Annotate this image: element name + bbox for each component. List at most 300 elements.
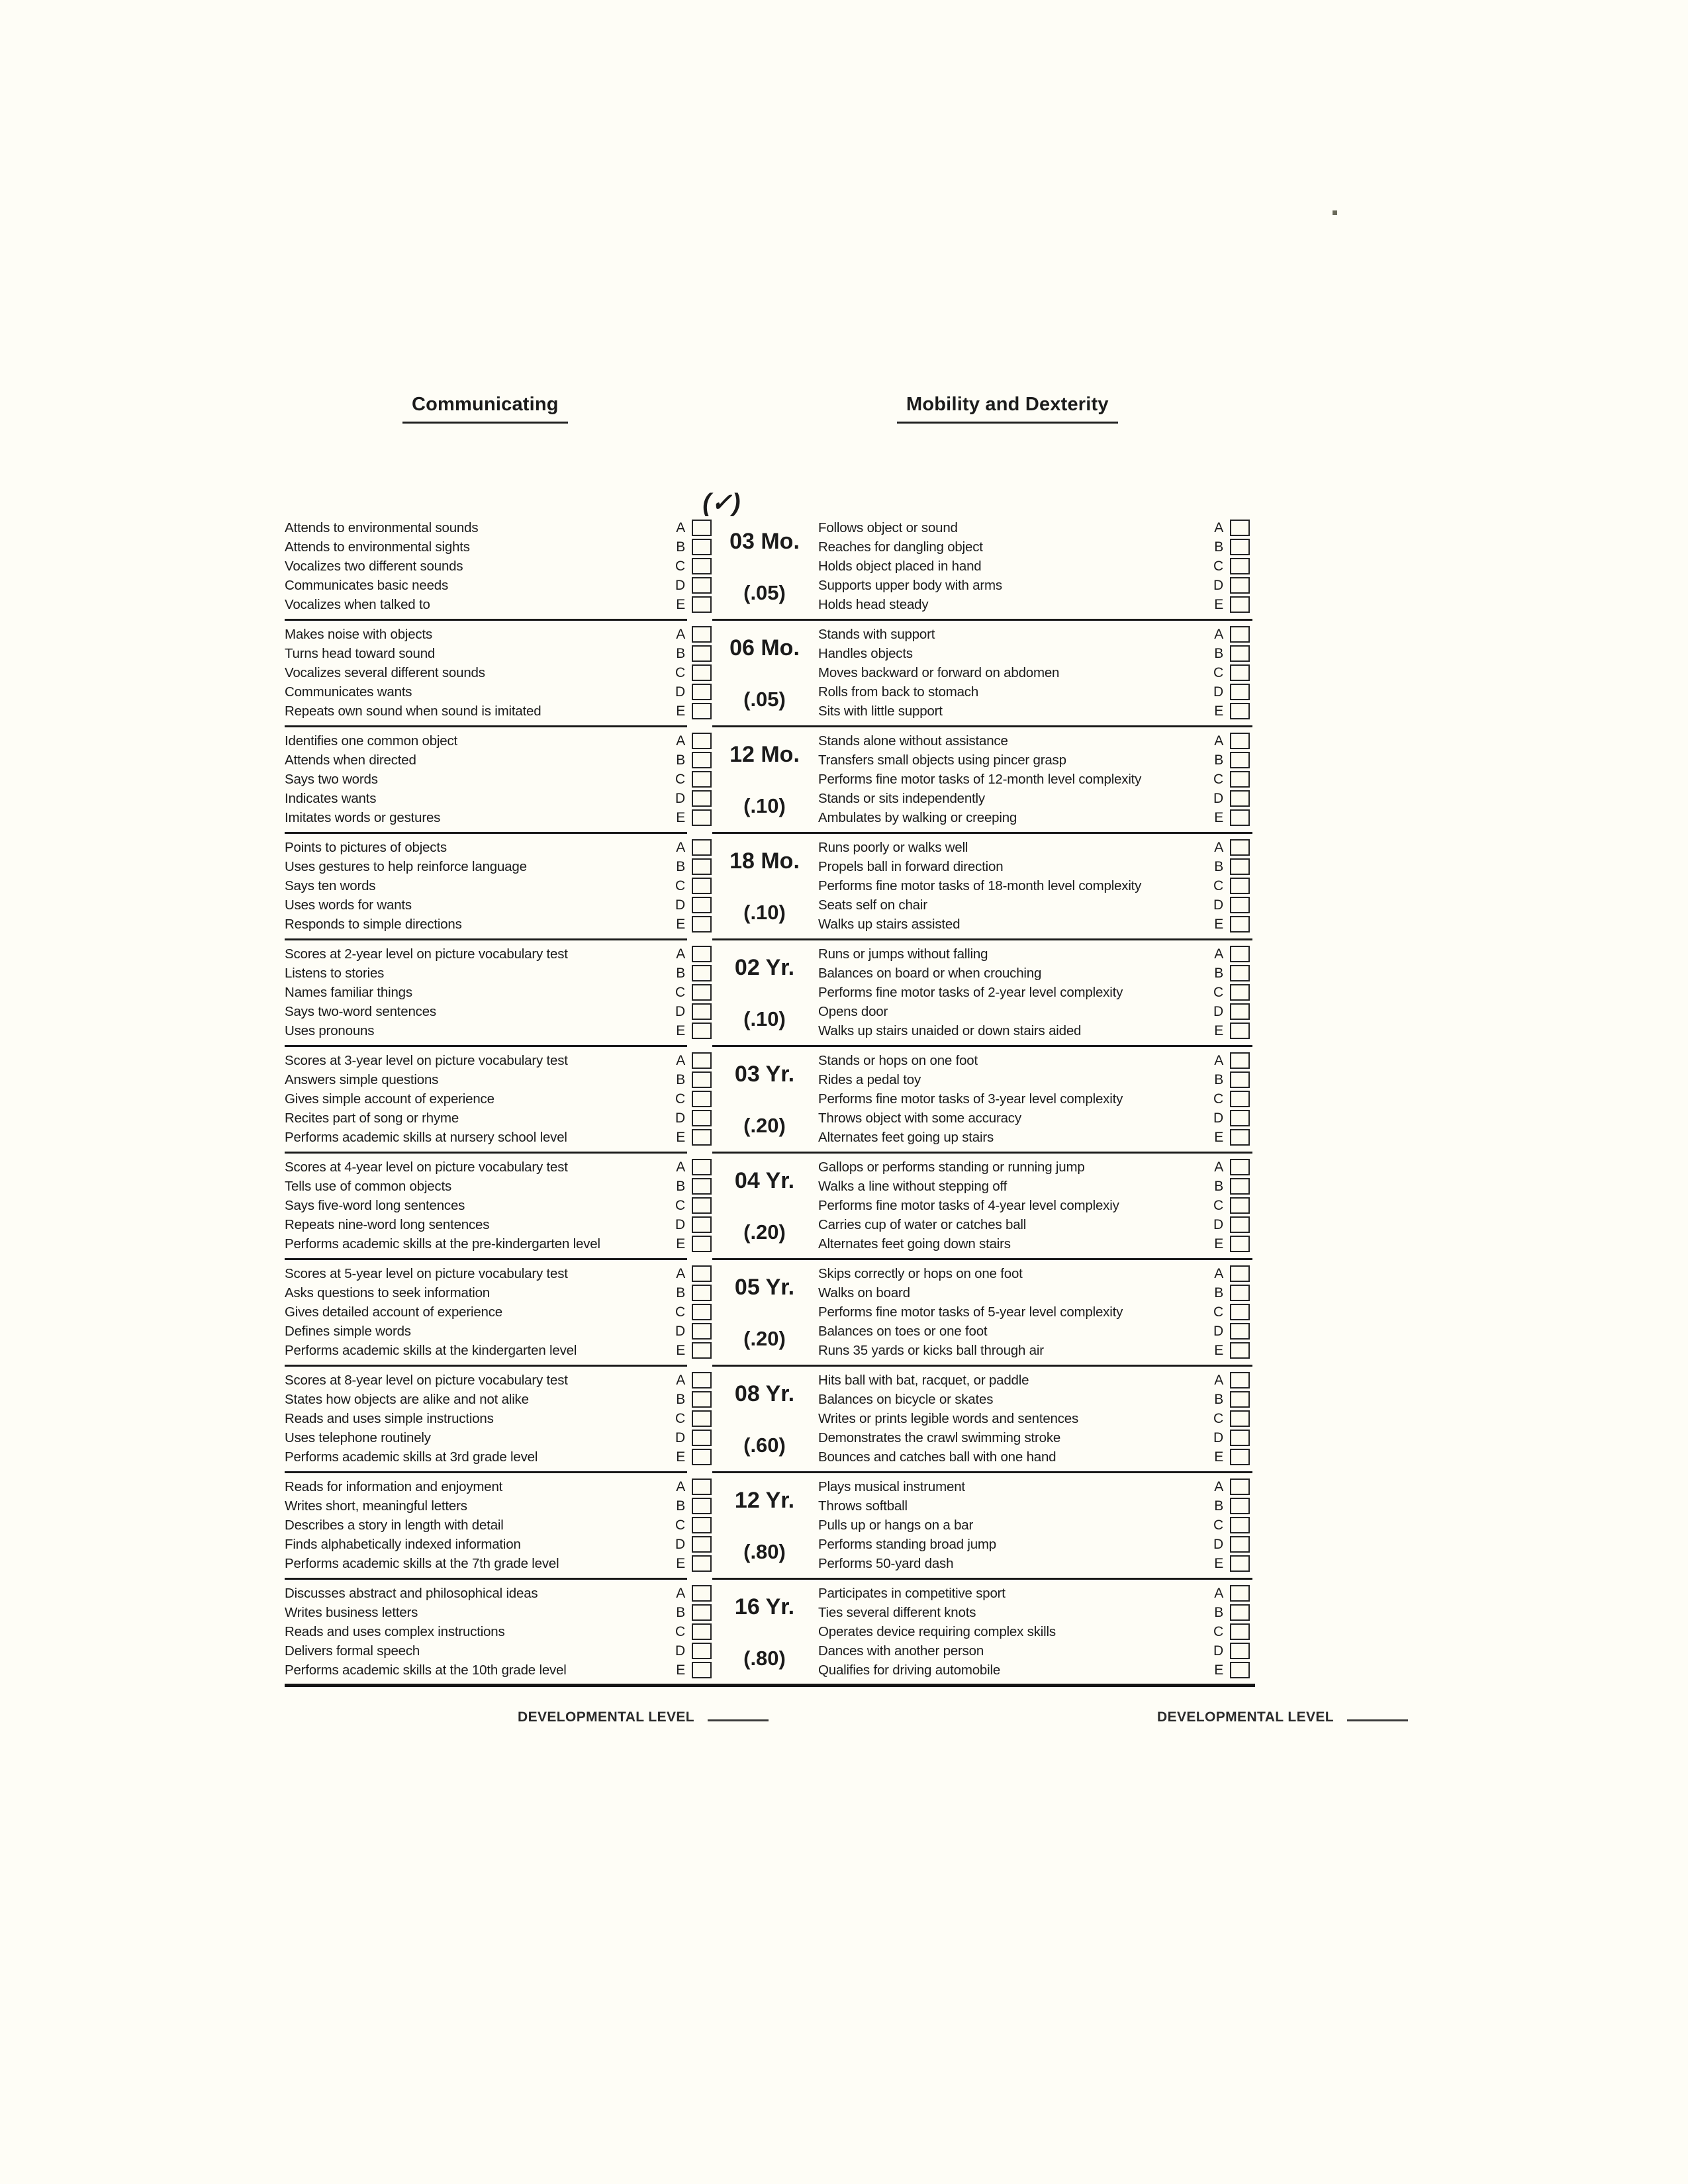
checkbox-a-mobility[interactable] [1230,946,1250,962]
row-letter: B [1214,646,1223,661]
skill-item: Holds head steady [818,597,929,612]
checkbox-d-communicating[interactable] [692,1536,712,1553]
checkbox-d-communicating[interactable] [692,1003,712,1020]
checkbox-e-communicating[interactable] [692,1342,712,1359]
communicating-items [285,1264,665,1360]
checkbox-d-communicating[interactable] [692,1643,712,1659]
row-letter: A [676,1586,685,1601]
checkbox-a-mobility[interactable] [1230,626,1250,643]
checkbox-c-communicating[interactable] [692,771,712,788]
checkbox-cell [690,1158,715,1177]
row-letter: B [676,859,685,874]
skill-item: Performs academic skills at the 10th grade level [285,1662,567,1678]
weight-label: (.60) [743,1433,786,1457]
checkbox-d-mobility[interactable] [1230,1216,1250,1233]
checkbox-cell [1229,808,1255,827]
checkbox-cell [690,1496,715,1516]
row-letter: E [1214,1023,1223,1038]
checkbox-b-mobility[interactable] [1230,1178,1250,1195]
checkbox-cell [1229,983,1255,1002]
checkbox-e-mobility[interactable] [1230,809,1250,826]
row-letter: D [1213,684,1223,700]
weight-label: (.10) [743,794,786,817]
checkbox-e-mobility[interactable] [1230,1129,1250,1146]
checkbox-d-mobility[interactable] [1230,790,1250,807]
checkbox-c-communicating[interactable] [692,1091,712,1107]
age-block-18-mo [285,833,1258,939]
checkbox-e-mobility[interactable] [1230,1662,1250,1678]
checkbox-cell [690,731,715,751]
skill-item: Makes noise with objects [285,627,433,642]
developmental-level-right-blank[interactable] [1347,1709,1408,1721]
checkbox-d-mobility[interactable] [1230,1003,1250,1020]
row-letter: D [1213,1111,1223,1126]
checkbox-cell [1229,595,1255,614]
checkbox-a-communicating[interactable] [692,520,712,536]
checkbox-e-communicating[interactable] [692,1023,712,1039]
skill-item: Alternates feet going down stairs [818,1236,1011,1251]
checkbox-cell [1229,702,1255,721]
row-letter: A [676,1160,685,1175]
checkbox-c-mobility[interactable] [1230,1517,1250,1533]
checkbox-d-mobility[interactable] [1230,897,1250,913]
checkbox-d-communicating[interactable] [692,577,712,594]
checkbox-c-mobility[interactable] [1230,1091,1250,1107]
checkbox-c-communicating[interactable] [692,878,712,894]
row-letters-left [665,1584,690,1680]
age-label: 08 Yr. [734,1381,795,1406]
row-letter: C [1213,1091,1223,1107]
skill-item: Qualifies for driving automobile [818,1662,1001,1678]
skill-item: Rides a pedal toy [818,1072,921,1087]
checkbox-cell [1229,895,1255,915]
checkbox-c-mobility[interactable] [1230,878,1250,894]
checkbox-b-communicating[interactable] [692,645,712,662]
row-letter: E [676,1556,685,1571]
checkbox-cell [1229,915,1255,934]
skill-item: Communicates wants [285,684,412,700]
checkbox-a-communicating[interactable] [692,946,712,962]
checkbox-e-mobility[interactable] [1230,1555,1250,1572]
checkbox-cell [690,644,715,663]
row-letters-left [665,1477,690,1573]
checkbox-d-mobility[interactable] [1230,684,1250,700]
row-letter: C [675,1091,685,1107]
checkbox-c-communicating[interactable] [692,1623,712,1640]
row-letter: C [1213,1518,1223,1533]
skill-item: Propels ball in forward direction [818,859,1004,874]
row-letter: C [1213,878,1223,893]
row-letter: A [676,840,685,855]
checkbox-cell [690,964,715,983]
checkbox-b-communicating[interactable] [692,965,712,981]
row-letter: B [676,539,685,555]
checkbox-b-communicating[interactable] [692,752,712,768]
checkbox-cell [690,1341,715,1360]
row-letter: C [1213,559,1223,574]
row-letter: B [1214,1285,1223,1300]
skill-item: Defines simple words [285,1324,411,1339]
checkbox-a-mobility[interactable] [1230,520,1250,536]
skill-item: Walks a line without stepping off [818,1179,1008,1194]
checkbox-a-mobility[interactable] [1230,1265,1250,1282]
checkbox-cell [690,1661,715,1680]
row-letters-left [665,1371,690,1467]
checkbox-e-communicating[interactable] [692,1449,712,1465]
checkbox-cell [1229,1002,1255,1021]
row-letter: C [675,1518,685,1533]
checkbox-cell [690,1371,715,1390]
checkbox-a-mobility[interactable] [1230,1585,1250,1602]
skill-item: Writes short, meaningful letters [285,1498,467,1514]
skill-item: Uses pronouns [285,1023,375,1038]
checkbox-a-communicating[interactable] [692,1479,712,1495]
checkbox-d-communicating[interactable] [692,897,712,913]
checkbox-cell [1229,1264,1255,1283]
checkbox-cell [690,1428,715,1447]
mobility-items [814,1477,1203,1573]
checkbox-b-communicating[interactable] [692,1178,712,1195]
row-letter: A [1214,1479,1223,1494]
checkbox-a-communicating[interactable] [692,626,712,643]
checkbox-b-mobility[interactable] [1230,858,1250,875]
row-letter: C [1213,772,1223,787]
checkbox-a-mobility[interactable] [1230,733,1250,749]
checkbox-d-mobility[interactable] [1230,1110,1250,1126]
skill-item: Delivers formal speech [285,1643,420,1659]
age-label: 06 Mo. [729,635,800,660]
skill-item: Writes business letters [285,1605,418,1620]
checkbox-a-mobility[interactable] [1230,839,1250,856]
skill-item: Gives detailed account of experience [285,1304,502,1320]
checkbox-c-mobility[interactable] [1230,1197,1250,1214]
checkbox-e-communicating[interactable] [692,916,712,933]
row-letters-left [665,518,690,614]
row-letter: C [1213,1624,1223,1639]
row-letter: C [675,1624,685,1639]
checkbox-a-communicating[interactable] [692,733,712,749]
skill-item: Performs fine motor tasks of 5-year level complexity [818,1304,1123,1320]
skill-item: Walks on board [818,1285,910,1300]
checkbox-a-communicating[interactable] [692,1052,712,1069]
checkbox-c-communicating[interactable] [692,984,712,1001]
age-column [715,838,814,934]
checkbox-ladder-right [1229,731,1255,827]
checkbox-cell [1229,1283,1255,1302]
checkbox-c-communicating[interactable] [692,664,712,681]
skill-item: Answers simple questions [285,1072,439,1087]
developmental-level-right-label: DEVELOPMENTAL LEVEL [1157,1709,1335,1725]
row-letter: E [676,1130,685,1145]
checkbox-b-communicating[interactable] [692,1071,712,1088]
checkbox-b-mobility[interactable] [1230,1498,1250,1514]
skill-item: States how objects are alike and not alike [285,1392,529,1407]
row-letter: C [1213,985,1223,1000]
section-title-communicating: Communicating [402,394,568,424]
skill-item: Recites part of song or rhyme [285,1111,459,1126]
checkbox-b-communicating[interactable] [692,539,712,555]
checkbox-e-communicating[interactable] [692,1555,712,1572]
checkbox-cell [690,1447,715,1467]
checkbox-ladder-left [690,1264,715,1360]
checkbox-cell [1229,1089,1255,1109]
checkbox-e-communicating[interactable] [692,596,712,613]
checkbox-c-mobility[interactable] [1230,771,1250,788]
checkbox-cell [690,557,715,576]
checkbox-b-mobility[interactable] [1230,965,1250,981]
skill-item: Scores at 4-year level on picture vocabulary test [285,1160,568,1175]
checkbox-c-communicating[interactable] [692,1517,712,1533]
checkbox-e-mobility[interactable] [1230,1449,1250,1465]
skill-item: Operates device requiring complex skills [818,1624,1056,1639]
checkbox-ladder-right [1229,1264,1255,1360]
checkbox-d-mobility[interactable] [1230,1430,1250,1446]
skill-item: Says two words [285,772,378,787]
row-letters-right [1203,1051,1229,1147]
checkbox-e-mobility[interactable] [1230,703,1250,719]
row-letter: E [1214,1556,1223,1571]
mobility-items [814,1158,1203,1253]
checkbox-cell [690,876,715,895]
checkbox-e-communicating[interactable] [692,1129,712,1146]
checkbox-cell [1229,964,1255,983]
checkbox-b-mobility[interactable] [1230,539,1250,555]
skill-item: Vocalizes several different sounds [285,665,485,680]
checkbox-d-mobility[interactable] [1230,1643,1250,1659]
mobility-items [814,518,1203,614]
row-letter: E [1214,704,1223,719]
skill-item: Performs academic skills at nursery school level [285,1130,567,1145]
checkbox-cell [690,1302,715,1322]
row-letter: D [675,897,685,913]
skill-item: Performs standing broad jump [818,1537,997,1552]
checkbox-a-mobility[interactable] [1230,1479,1250,1495]
communicating-items [285,731,665,827]
skill-item: Performs fine motor tasks of 12-month level complexity [818,772,1142,787]
checkbox-d-mobility[interactable] [1230,1323,1250,1340]
checkbox-ladder-right [1229,1584,1255,1680]
checkbox-c-mobility[interactable] [1230,1410,1250,1427]
skill-item: Skips correctly or hops on one foot [818,1266,1023,1281]
checkbox-cell [1229,1196,1255,1215]
mobility-items [814,1371,1203,1467]
age-label: 12 Yr. [734,1488,795,1513]
row-letter: B [1214,966,1223,981]
checkbox-a-communicating[interactable] [692,839,712,856]
checkbox-cell [1229,1409,1255,1428]
row-letter: E [676,704,685,719]
skill-item: Pulls up or hangs on a bar [818,1518,974,1533]
skill-item: Performs 50-yard dash [818,1556,954,1571]
row-letter: B [1214,1605,1223,1620]
checkbox-d-communicating[interactable] [692,684,712,700]
checkbox-cell [1229,876,1255,895]
row-letter: C [675,772,685,787]
checkbox-cell [1229,1477,1255,1496]
checkbox-e-mobility[interactable] [1230,916,1250,933]
checkbox-cell [1229,576,1255,595]
checkbox-cell [690,1584,715,1603]
checkbox-b-communicating[interactable] [692,1391,712,1408]
checkbox-c-mobility[interactable] [1230,664,1250,681]
checkbox-ladder-right [1229,518,1255,614]
checkbox-cell [690,1554,715,1573]
checkbox-c-mobility[interactable] [1230,984,1250,1001]
checkbox-a-communicating[interactable] [692,1159,712,1175]
weight-label: (.80) [743,1540,786,1563]
checkbox-c-mobility[interactable] [1230,1304,1250,1320]
weight-label: (.80) [743,1647,786,1670]
row-letter: E [1214,1449,1223,1465]
checkbox-d-communicating[interactable] [692,1216,712,1233]
checkbox-cell [690,1283,715,1302]
checkbox-cell [690,1409,715,1428]
checkbox-a-communicating[interactable] [692,1265,712,1282]
checkbox-ladder-left [690,625,715,721]
checkbox-a-mobility[interactable] [1230,1159,1250,1175]
skill-item: Walks up stairs assisted [818,917,961,932]
skill-item: Gives simple account of experience [285,1091,494,1107]
checkbox-d-communicating[interactable] [692,1323,712,1340]
checkbox-cell [1229,1661,1255,1680]
age-column [715,1371,814,1467]
checkbox-d-communicating[interactable] [692,1110,712,1126]
checkbox-cell [690,944,715,964]
skill-item: Handles objects [818,646,913,661]
checkbox-b-mobility[interactable] [1230,1071,1250,1088]
row-letters-left [665,944,690,1040]
checkbox-cell [1229,1390,1255,1409]
checkbox-c-communicating[interactable] [692,1197,712,1214]
row-letter: D [1213,1430,1223,1445]
checkbox-c-mobility[interactable] [1230,1623,1250,1640]
row-letter: A [676,733,685,749]
checkbox-e-mobility[interactable] [1230,1236,1250,1252]
row-letter: C [1213,665,1223,680]
checkbox-e-communicating[interactable] [692,809,712,826]
checkbox-cell [690,1109,715,1128]
checkbox-b-mobility[interactable] [1230,752,1250,768]
row-letter: A [676,627,685,642]
checkbox-a-communicating[interactable] [692,1585,712,1602]
skill-item: Ties several different knots [818,1605,976,1620]
skill-item: Runs 35 yards or kicks ball through air [818,1343,1044,1358]
checkbox-cell [1229,1447,1255,1467]
row-letters-left [665,838,690,934]
checkbox-b-communicating[interactable] [692,1604,712,1621]
row-letter: B [676,1498,685,1514]
checkbox-b-communicating[interactable] [692,858,712,875]
checkbox-cell [690,1089,715,1109]
row-letter: A [1214,946,1223,962]
checkbox-a-mobility[interactable] [1230,1052,1250,1069]
checkbox-d-communicating[interactable] [692,1430,712,1446]
checkbox-ladder-left [690,1051,715,1147]
checkbox-cell [1229,1428,1255,1447]
checkbox-c-communicating[interactable] [692,558,712,574]
row-letter: B [1214,752,1223,768]
row-letters-right [1203,838,1229,934]
checkbox-e-communicating[interactable] [692,703,712,719]
checkbox-d-communicating[interactable] [692,790,712,807]
row-letters-right [1203,731,1229,827]
skill-item: Plays musical instrument [818,1479,965,1494]
row-letter: A [676,1373,685,1388]
checkbox-b-mobility[interactable] [1230,1391,1250,1408]
checkbox-d-mobility[interactable] [1230,1536,1250,1553]
checkbox-e-mobility[interactable] [1230,1342,1250,1359]
skill-item: Reaches for dangling object [818,539,983,555]
age-label: 03 Mo. [729,529,800,554]
developmental-level-left-blank[interactable] [708,1709,769,1721]
checkbox-c-communicating[interactable] [692,1410,712,1427]
checkbox-cell [690,663,715,682]
checkbox-cell [690,537,715,557]
checkbox-cell [690,1234,715,1253]
checkbox-e-communicating[interactable] [692,1662,712,1678]
row-letter: E [676,597,685,612]
row-letter: C [675,665,685,680]
checkbox-cell [690,770,715,789]
weight-label: (.05) [743,688,786,711]
age-label: 02 Yr. [734,955,795,980]
row-letter: B [676,646,685,661]
row-letters-left [665,731,690,827]
checkbox-e-communicating[interactable] [692,1236,712,1252]
checkbox-cell [1229,644,1255,663]
checkbox-cell [690,1477,715,1496]
age-column [715,944,814,1040]
communicating-items [285,1371,665,1467]
checkbox-cell [690,576,715,595]
skill-item: Runs poorly or walks well [818,840,968,855]
age-label: 18 Mo. [729,848,800,874]
checkbox-cell [1229,663,1255,682]
checkbox-e-mobility[interactable] [1230,596,1250,613]
checkbox-b-mobility[interactable] [1230,1285,1250,1301]
skill-item: Points to pictures of objects [285,840,447,855]
skill-item: Uses gestures to help reinforce language [285,859,527,874]
checkbox-cell [1229,1535,1255,1554]
row-letter: E [1214,597,1223,612]
checkbox-e-mobility[interactable] [1230,1023,1250,1039]
checkbox-b-communicating[interactable] [692,1285,712,1301]
checkbox-b-mobility[interactable] [1230,1604,1250,1621]
checkbox-a-mobility[interactable] [1230,1372,1250,1388]
mobility-items [814,1584,1203,1680]
checkbox-d-mobility[interactable] [1230,577,1250,594]
checkbox-b-communicating[interactable] [692,1498,712,1514]
row-letter: A [1214,520,1223,535]
mobility-items [814,838,1203,934]
checkbox-cell [1229,1622,1255,1641]
skill-item: Walks up stairs unaided or down stairs aided [818,1023,1082,1038]
row-letter: D [675,578,685,593]
checkbox-ladder-left [690,944,715,1040]
skill-item: Stands with support [818,627,935,642]
checkbox-cell [690,1390,715,1409]
checkbox-c-communicating[interactable] [692,1304,712,1320]
checkbox-b-mobility[interactable] [1230,645,1250,662]
mobility-items [814,1051,1203,1147]
row-letter: D [1213,1537,1223,1552]
skill-item: Scores at 3-year level on picture vocabulary test [285,1053,568,1068]
checkbox-c-mobility[interactable] [1230,558,1250,574]
skill-item: Attends when directed [285,752,416,768]
checkbox-a-communicating[interactable] [692,1372,712,1388]
age-column [715,518,814,614]
skill-item: Attends to environmental sights [285,539,470,555]
